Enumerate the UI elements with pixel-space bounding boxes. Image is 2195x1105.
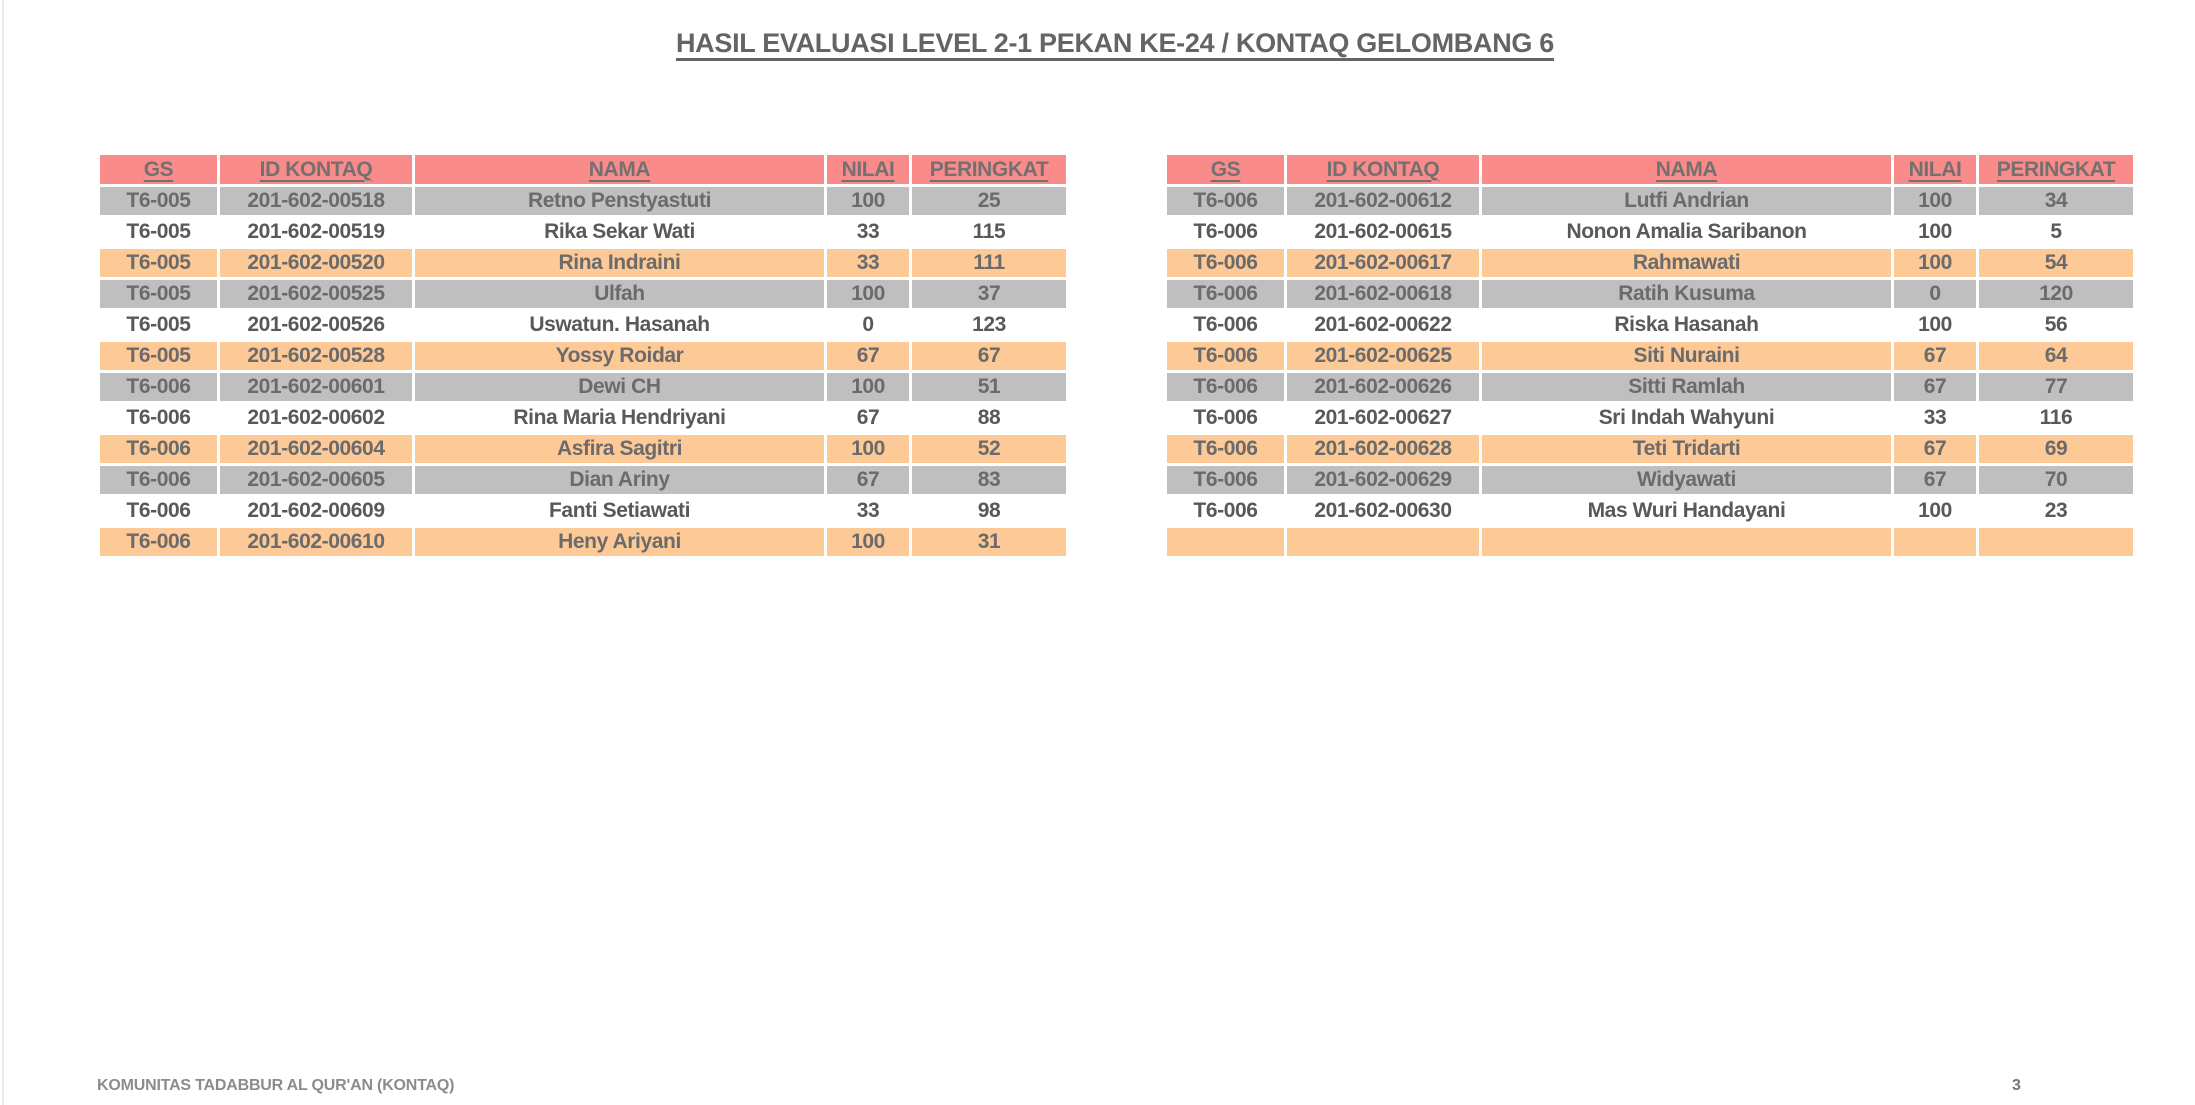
table-cell: Yossy Roidar (414, 341, 826, 372)
table-cell: 201-602-00622 (1286, 310, 1481, 341)
table-cell: T6-006 (1166, 186, 1286, 217)
table-cell: 120 (1978, 279, 2135, 310)
table-cell: T6-006 (99, 527, 219, 558)
table-cell: 100 (1893, 186, 1978, 217)
table-cell: Rika Sekar Wati (414, 217, 826, 248)
table-cell: 98 (911, 496, 1068, 527)
column-header-nilai (826, 154, 911, 186)
table-cell: T6-006 (99, 496, 219, 527)
table-cell (1166, 527, 1286, 558)
table-row (99, 279, 1068, 310)
table-row (1166, 403, 2135, 434)
table-cell: 116 (1978, 403, 2135, 434)
table-cell: T6-005 (99, 248, 219, 279)
table-cell: 83 (911, 465, 1068, 496)
table-cell (1481, 527, 1893, 558)
column-header-label: ID KONTAQ (1326, 157, 1440, 181)
table-cell: 201-602-00609 (219, 496, 414, 527)
table-cell: T6-006 (1166, 434, 1286, 465)
table-cell: T6-005 (99, 217, 219, 248)
table-cell: 100 (826, 527, 911, 558)
table-cell: 56 (1978, 310, 2135, 341)
table-cell: T6-006 (1166, 372, 1286, 403)
table-cell: 201-602-00526 (219, 310, 414, 341)
table-row (1166, 434, 2135, 465)
page-edge-line (2, 0, 4, 1105)
table-cell: 123 (911, 310, 1068, 341)
table-cell: 201-602-00630 (1286, 496, 1481, 527)
table-cell: 33 (826, 248, 911, 279)
page-title (0, 28, 2195, 59)
table-cell: T6-005 (99, 310, 219, 341)
column-header-nama (1481, 154, 1893, 186)
table-row (99, 248, 1068, 279)
table-cell: Siti Nuraini (1481, 341, 1893, 372)
table-cell: 67 (826, 403, 911, 434)
table-cell: 201-602-00610 (219, 527, 414, 558)
table-cell: T6-006 (1166, 279, 1286, 310)
table-cell: 88 (911, 403, 1068, 434)
table-cell: Fanti Setiawati (414, 496, 826, 527)
table-row (99, 341, 1068, 372)
table-cell: 100 (1893, 496, 1978, 527)
table-cell: T6-006 (1166, 217, 1286, 248)
table-cell: 77 (1978, 372, 2135, 403)
table-cell: 33 (826, 496, 911, 527)
table-cell: Dewi CH (414, 372, 826, 403)
table-row (1166, 372, 2135, 403)
table-row (99, 186, 1068, 217)
column-header-peringkat (911, 154, 1068, 186)
column-header-label: NILAI (841, 157, 895, 181)
table-cell: 0 (1893, 279, 1978, 310)
table-cell: 33 (1893, 403, 1978, 434)
column-header-label: ID KONTAQ (259, 157, 373, 181)
table-row (99, 527, 1068, 558)
column-header-nama (414, 154, 826, 186)
table-row (1166, 186, 2135, 217)
table-cell: 70 (1978, 465, 2135, 496)
table-cell: 201-602-00629 (1286, 465, 1481, 496)
table-cell: 25 (911, 186, 1068, 217)
table-cell: 201-602-00605 (219, 465, 414, 496)
table-cell: 201-602-00602 (219, 403, 414, 434)
table-cell: 100 (826, 434, 911, 465)
table-cell: T6-005 (99, 279, 219, 310)
table-cell: T6-005 (99, 341, 219, 372)
table-cell: 100 (826, 279, 911, 310)
table-cell: Retno Penstyastuti (414, 186, 826, 217)
column-header-gs (1166, 154, 1286, 186)
table-cell: Widyawati (1481, 465, 1893, 496)
page-title-text: HASIL EVALUASI LEVEL 2-1 PEKAN KE-24 / KONTAQ GELOMBANG 6 (675, 28, 1555, 58)
column-header-label: NAMA (588, 157, 651, 181)
table-row (99, 403, 1068, 434)
column-header-id-kontaq (1286, 154, 1481, 186)
table-row (1166, 310, 2135, 341)
column-header-label: PERINGKAT (1996, 157, 2116, 181)
table-cell: 201-602-00525 (219, 279, 414, 310)
table-cell: T6-006 (1166, 248, 1286, 279)
table-row (1166, 279, 2135, 310)
table-cell: 100 (826, 186, 911, 217)
table-cell: 52 (911, 434, 1068, 465)
table-cell: 201-602-00601 (219, 372, 414, 403)
table-cell: 0 (826, 310, 911, 341)
table-cell: Ulfah (414, 279, 826, 310)
table-cell: 100 (1893, 310, 1978, 341)
table-cell: 201-602-00628 (1286, 434, 1481, 465)
table-cell: 67 (1893, 434, 1978, 465)
table-cell: Nonon Amalia Saribanon (1481, 217, 1893, 248)
table-row (99, 465, 1068, 496)
table-cell: Asfira Sagitri (414, 434, 826, 465)
table-cell: 67 (911, 341, 1068, 372)
column-header-id-kontaq (219, 154, 414, 186)
header-row (99, 154, 1068, 186)
table-cell: 201-602-00519 (219, 217, 414, 248)
table-cell: 51 (911, 372, 1068, 403)
table-cell: T6-006 (99, 434, 219, 465)
table-cell: 201-602-00626 (1286, 372, 1481, 403)
table-cell: Rahmawati (1481, 248, 1893, 279)
table-cell: 23 (1978, 496, 2135, 527)
column-header-label: GS (1210, 157, 1241, 181)
table-cell: 67 (1893, 372, 1978, 403)
header-row (1166, 154, 2135, 186)
column-header-nilai (1893, 154, 1978, 186)
table-cell: 201-602-00627 (1286, 403, 1481, 434)
table-cell: Heny Ariyani (414, 527, 826, 558)
table-row (1166, 465, 2135, 496)
table-row (1166, 217, 2135, 248)
table-cell: 201-602-00618 (1286, 279, 1481, 310)
table-row (99, 217, 1068, 248)
table-cell: 34 (1978, 186, 2135, 217)
table-cell: 111 (911, 248, 1068, 279)
table-cell: T6-006 (1166, 403, 1286, 434)
table-cell: Teti Tridarti (1481, 434, 1893, 465)
table-row (99, 496, 1068, 527)
table-cell (1286, 527, 1481, 558)
table-cell: Sri Indah Wahyuni (1481, 403, 1893, 434)
column-header-label: PERINGKAT (929, 157, 1049, 181)
table-cell: T6-005 (99, 186, 219, 217)
table-cell: Dian Ariny (414, 465, 826, 496)
column-header-gs (99, 154, 219, 186)
table-cell: 201-602-00604 (219, 434, 414, 465)
table-cell: Ratih Kusuma (1481, 279, 1893, 310)
table-cell: 201-602-00612 (1286, 186, 1481, 217)
evaluation-table-left (97, 152, 1069, 559)
table-cell: 115 (911, 217, 1068, 248)
table-cell: 64 (1978, 341, 2135, 372)
table-cell: 54 (1978, 248, 2135, 279)
column-header-label: NILAI (1908, 157, 1962, 181)
table-cell (1978, 527, 2135, 558)
table-cell: Rina Maria Hendriyani (414, 403, 826, 434)
table-cell: Lutfi Andrian (1481, 186, 1893, 217)
table-row (1166, 248, 2135, 279)
table-cell: Riska Hasanah (1481, 310, 1893, 341)
table-cell: Uswatun. Hasanah (414, 310, 826, 341)
table-cell: T6-006 (99, 403, 219, 434)
table-cell: T6-006 (1166, 310, 1286, 341)
table-cell: Mas Wuri Handayani (1481, 496, 1893, 527)
table-cell: 201-602-00518 (219, 186, 414, 217)
table-cell: T6-006 (99, 465, 219, 496)
table-cell: T6-006 (1166, 341, 1286, 372)
table-cell: Sitti Ramlah (1481, 372, 1893, 403)
table-cell: 100 (826, 372, 911, 403)
evaluation-table-right (1164, 152, 2136, 559)
table-row (1166, 496, 2135, 527)
table-cell: 201-602-00617 (1286, 248, 1481, 279)
table-cell: 100 (1893, 217, 1978, 248)
column-header-label: GS (143, 157, 174, 181)
table-cell: Rina Indraini (414, 248, 826, 279)
table-cell: T6-006 (99, 372, 219, 403)
table-row (99, 434, 1068, 465)
table-cell: 201-602-00528 (219, 341, 414, 372)
table-cell: 67 (1893, 465, 1978, 496)
table-cell: T6-006 (1166, 465, 1286, 496)
table-cell: 67 (826, 465, 911, 496)
table-row (99, 310, 1068, 341)
table-cell: 37 (911, 279, 1068, 310)
table-cell: 33 (826, 217, 911, 248)
table-cell: 201-602-00615 (1286, 217, 1481, 248)
column-header-peringkat (1978, 154, 2135, 186)
table-cell: 100 (1893, 248, 1978, 279)
table-cell: 67 (826, 341, 911, 372)
table-cell: 201-602-00520 (219, 248, 414, 279)
table-cell: 67 (1893, 341, 1978, 372)
table-row (1166, 341, 2135, 372)
column-header-label: NAMA (1655, 157, 1718, 181)
table-cell (1893, 527, 1978, 558)
page-number: 3 (2012, 1077, 2021, 1094)
footer-organization-label: KOMUNITAS TADABBUR AL QUR'AN (KONTAQ) (97, 1077, 455, 1094)
table-cell: 69 (1978, 434, 2135, 465)
table-cell: T6-006 (1166, 496, 1286, 527)
table-cell: 5 (1978, 217, 2135, 248)
table-cell: 31 (911, 527, 1068, 558)
table-row (99, 372, 1068, 403)
table-row (1166, 527, 2135, 558)
table-cell: 201-602-00625 (1286, 341, 1481, 372)
